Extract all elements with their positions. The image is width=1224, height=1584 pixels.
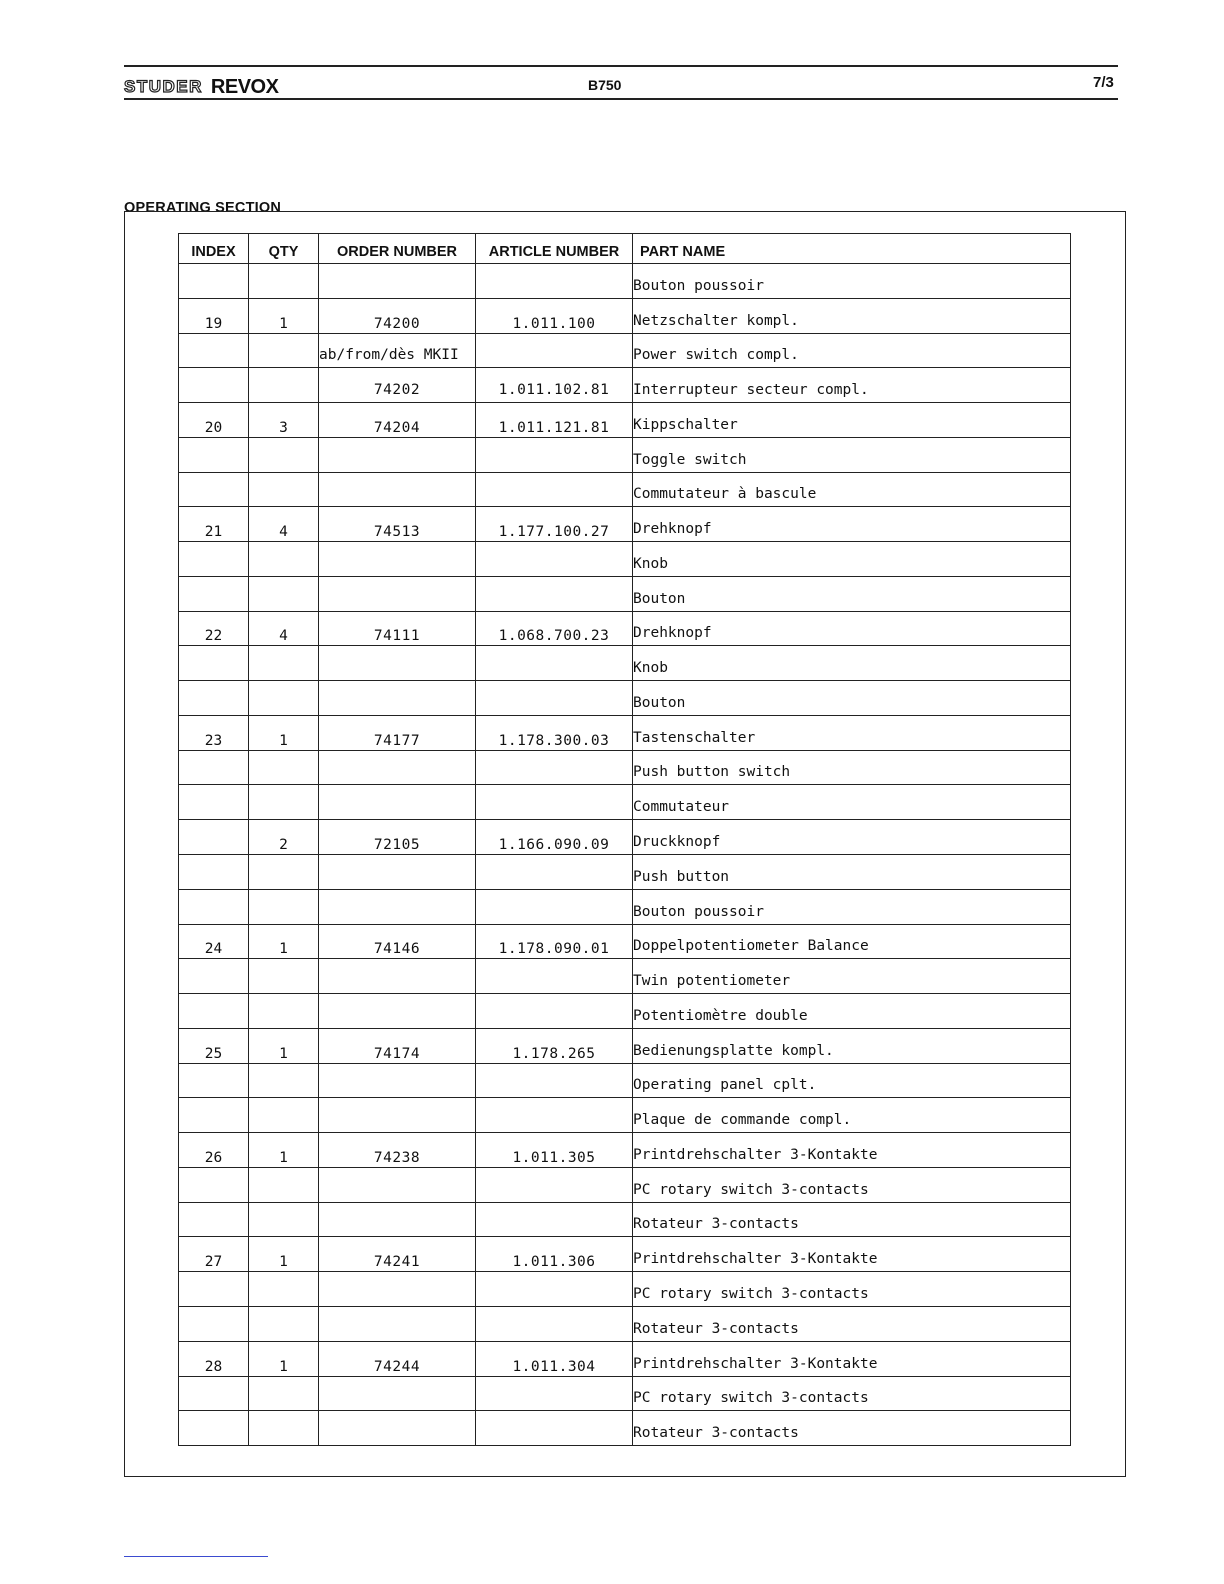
column-header-part-name: PART NAME [633,234,1071,264]
table-row [179,1028,1071,1063]
part-name-cell: Twin potentiometer [633,959,1071,994]
index-cell [179,264,249,299]
order-number-cell [319,785,476,820]
article-number-cell [476,472,633,507]
column-header-qty: QTY [249,234,319,264]
part-name-cell: Operating panel cplt. [633,1063,1071,1098]
article-number-cell [476,1202,633,1237]
order-number-cell [319,681,476,716]
table-row [179,646,1071,681]
table-row [179,333,1071,368]
article-number-cell [476,750,633,785]
article-number-cell: 1.011.102.81 [476,368,633,403]
table-row [179,1098,1071,1133]
table-row [179,437,1071,472]
table-row [179,959,1071,994]
order-number-cell: 74200 [319,298,476,333]
table-row [179,403,1071,438]
table-row [179,1376,1071,1411]
column-header-index: INDEX [179,234,249,264]
index-cell: 22 [179,611,249,646]
qty-cell [249,959,319,994]
order-number-cell [319,472,476,507]
table-row [179,611,1071,646]
order-number-cell [319,1411,476,1446]
footer-rule [124,1556,268,1557]
order-number-cell [319,994,476,1029]
article-number-cell: 1.178.090.01 [476,924,633,959]
table-row [179,1272,1071,1307]
part-name-cell: PC rotary switch 3-contacts [633,1376,1071,1411]
part-name-cell: Plaque de commande compl. [633,1098,1071,1133]
qty-cell [249,264,319,299]
table-row [179,681,1071,716]
index-cell [179,820,249,855]
order-number-cell [319,437,476,472]
table-row [179,264,1071,299]
order-number-cell [319,889,476,924]
article-number-cell [476,1167,633,1202]
article-number-cell [476,889,633,924]
table-row [179,1167,1071,1202]
article-number-cell [476,681,633,716]
part-name-cell: Push button switch [633,750,1071,785]
order-number-cell [319,1098,476,1133]
article-number-cell [476,994,633,1029]
article-number-cell: 1.178.265 [476,1028,633,1063]
index-cell: 25 [179,1028,249,1063]
part-name-cell: Printdrehschalter 3-Kontakte [633,1133,1071,1168]
article-number-cell [476,785,633,820]
order-number-cell [319,959,476,994]
order-number-cell [319,750,476,785]
studer-logo-text: STUDER [124,77,203,96]
table-row [179,368,1071,403]
article-number-cell: 1.177.100.27 [476,507,633,542]
index-cell [179,1098,249,1133]
order-number-cell: 74241 [319,1237,476,1272]
table-row [179,1133,1071,1168]
index-cell: 21 [179,507,249,542]
index-cell [179,437,249,472]
index-cell [179,1202,249,1237]
table-row [179,889,1071,924]
order-number-cell [319,1272,476,1307]
part-name-cell: Printdrehschalter 3-Kontakte [633,1341,1071,1376]
index-cell: 20 [179,403,249,438]
part-name-cell: Bouton poussoir [633,889,1071,924]
qty-cell: 1 [249,715,319,750]
part-name-cell: Knob [633,542,1071,577]
article-number-cell [476,264,633,299]
article-number-cell: 1.011.304 [476,1341,633,1376]
order-number-cell [319,1376,476,1411]
index-cell [179,472,249,507]
order-number-cell: 74174 [319,1028,476,1063]
index-cell [179,750,249,785]
qty-cell [249,576,319,611]
index-cell [179,1272,249,1307]
part-name-cell: Doppelpotentiometer Balance [633,924,1071,959]
qty-cell [249,437,319,472]
part-name-cell: Kippschalter [633,403,1071,438]
order-number-cell: 74513 [319,507,476,542]
article-number-cell [476,542,633,577]
article-number-cell: 1.166.090.09 [476,820,633,855]
parts-table [178,233,1071,1446]
article-number-cell: 1.011.305 [476,1133,633,1168]
article-number-cell [476,1272,633,1307]
table-row [179,1063,1071,1098]
part-name-cell: Commutateur [633,785,1071,820]
part-name-cell: Rotateur 3-contacts [633,1202,1071,1237]
qty-cell [249,646,319,681]
article-number-cell: 1.011.100 [476,298,633,333]
table-row [179,507,1071,542]
qty-cell [249,1202,319,1237]
qty-cell [249,681,319,716]
qty-cell [249,1272,319,1307]
part-name-cell: Bouton poussoir [633,264,1071,299]
table-row [179,785,1071,820]
part-name-cell: Bedienungsplatte kompl. [633,1028,1071,1063]
column-header-order-number: ORDER NUMBER [319,234,476,264]
part-name-cell: Tastenschalter [633,715,1071,750]
header-rule-top [124,65,1118,67]
index-cell [179,1063,249,1098]
part-name-cell: Druckknopf [633,820,1071,855]
order-number-cell [319,1063,476,1098]
part-name-cell: Printdrehschalter 3-Kontakte [633,1237,1071,1272]
index-cell [179,1167,249,1202]
part-name-cell: Potentiomètre double [633,994,1071,1029]
table-row [179,298,1071,333]
qty-cell [249,368,319,403]
order-number-cell: 74177 [319,715,476,750]
order-number-cell [319,1167,476,1202]
index-cell [179,333,249,368]
part-name-cell: Toggle switch [633,437,1071,472]
part-name-cell: Rotateur 3-contacts [633,1411,1071,1446]
column-header-article-number: ARTICLE NUMBER [476,234,633,264]
index-cell [179,889,249,924]
order-number-cell [319,1306,476,1341]
order-number-cell: 74202 [319,368,476,403]
qty-cell [249,1063,319,1098]
index-cell [179,959,249,994]
index-cell [179,855,249,890]
page-number: 7/3 [1093,74,1114,91]
article-number-cell [476,646,633,681]
qty-cell: 2 [249,820,319,855]
table-row [179,1306,1071,1341]
article-number-cell: 1.068.700.23 [476,611,633,646]
table-row [179,1341,1071,1376]
section-title: OPERATING SECTION [124,200,282,216]
index-cell: 28 [179,1341,249,1376]
article-number-cell [476,1063,633,1098]
qty-cell: 1 [249,1237,319,1272]
article-number-cell: 1.178.300.03 [476,715,633,750]
table-row [179,855,1071,890]
qty-cell: 1 [249,1133,319,1168]
part-name-cell: Commutateur à bascule [633,472,1071,507]
qty-cell [249,1167,319,1202]
order-number-cell: ab/from/dès MKII [319,333,476,368]
order-number-cell: 74146 [319,924,476,959]
part-name-cell: Push button [633,855,1071,890]
article-number-cell [476,1306,633,1341]
order-number-cell: 72105 [319,820,476,855]
index-cell [179,1306,249,1341]
table-row [179,1411,1071,1446]
article-number-cell [476,437,633,472]
part-name-cell: Drehknopf [633,507,1071,542]
qty-cell: 1 [249,1028,319,1063]
part-name-cell: Interrupteur secteur compl. [633,368,1071,403]
article-number-cell: 1.011.121.81 [476,403,633,438]
article-number-cell [476,1098,633,1133]
table-header-row [179,234,1071,264]
table-row [179,1237,1071,1272]
qty-cell [249,1098,319,1133]
qty-cell [249,1411,319,1446]
qty-cell: 4 [249,507,319,542]
model-number: B750 [588,77,622,93]
order-number-cell: 74238 [319,1133,476,1168]
header-rule-bottom [124,98,1118,100]
qty-cell [249,472,319,507]
order-number-cell [319,1202,476,1237]
order-number-cell [319,646,476,681]
part-name-cell: Netzschalter kompl. [633,298,1071,333]
qty-cell [249,994,319,1029]
table-row [179,472,1071,507]
revox-logo-text: REVOX [210,75,279,98]
brand-logo [124,76,278,98]
article-number-cell [476,855,633,890]
table-row [179,576,1071,611]
qty-cell: 1 [249,1341,319,1376]
article-number-cell [476,576,633,611]
order-number-cell [319,264,476,299]
index-cell: 23 [179,715,249,750]
qty-cell [249,1376,319,1411]
index-cell [179,576,249,611]
index-cell [179,994,249,1029]
table-row [179,715,1071,750]
qty-cell [249,889,319,924]
index-cell [179,785,249,820]
order-number-cell [319,576,476,611]
order-number-cell: 74244 [319,1341,476,1376]
parts-table-body [179,264,1071,1446]
qty-cell: 3 [249,403,319,438]
part-name-cell: Rotateur 3-contacts [633,1306,1071,1341]
table-row [179,542,1071,577]
qty-cell [249,542,319,577]
article-number-cell [476,959,633,994]
part-name-cell: PC rotary switch 3-contacts [633,1167,1071,1202]
article-number-cell [476,333,633,368]
index-cell [179,1411,249,1446]
index-cell [179,1376,249,1411]
qty-cell [249,750,319,785]
order-number-cell [319,542,476,577]
qty-cell [249,1306,319,1341]
article-number-cell: 1.011.306 [476,1237,633,1272]
part-name-cell: Bouton [633,576,1071,611]
qty-cell [249,855,319,890]
index-cell [179,368,249,403]
order-number-cell: 74111 [319,611,476,646]
index-cell: 26 [179,1133,249,1168]
table-row [179,750,1071,785]
table-row [179,924,1071,959]
table-row [179,994,1071,1029]
index-cell [179,681,249,716]
index-cell: 27 [179,1237,249,1272]
order-number-cell [319,855,476,890]
table-row [179,1202,1071,1237]
qty-cell: 1 [249,924,319,959]
part-name-cell: Drehknopf [633,611,1071,646]
qty-cell [249,333,319,368]
index-cell [179,542,249,577]
index-cell: 19 [179,298,249,333]
qty-cell [249,785,319,820]
part-name-cell: Power switch compl. [633,333,1071,368]
index-cell: 24 [179,924,249,959]
part-name-cell: Bouton [633,681,1071,716]
qty-cell: 1 [249,298,319,333]
part-name-cell: PC rotary switch 3-contacts [633,1272,1071,1307]
part-name-cell: Knob [633,646,1071,681]
article-number-cell [476,1376,633,1411]
order-number-cell: 74204 [319,403,476,438]
qty-cell: 4 [249,611,319,646]
index-cell [179,646,249,681]
article-number-cell [476,1411,633,1446]
table-row [179,820,1071,855]
